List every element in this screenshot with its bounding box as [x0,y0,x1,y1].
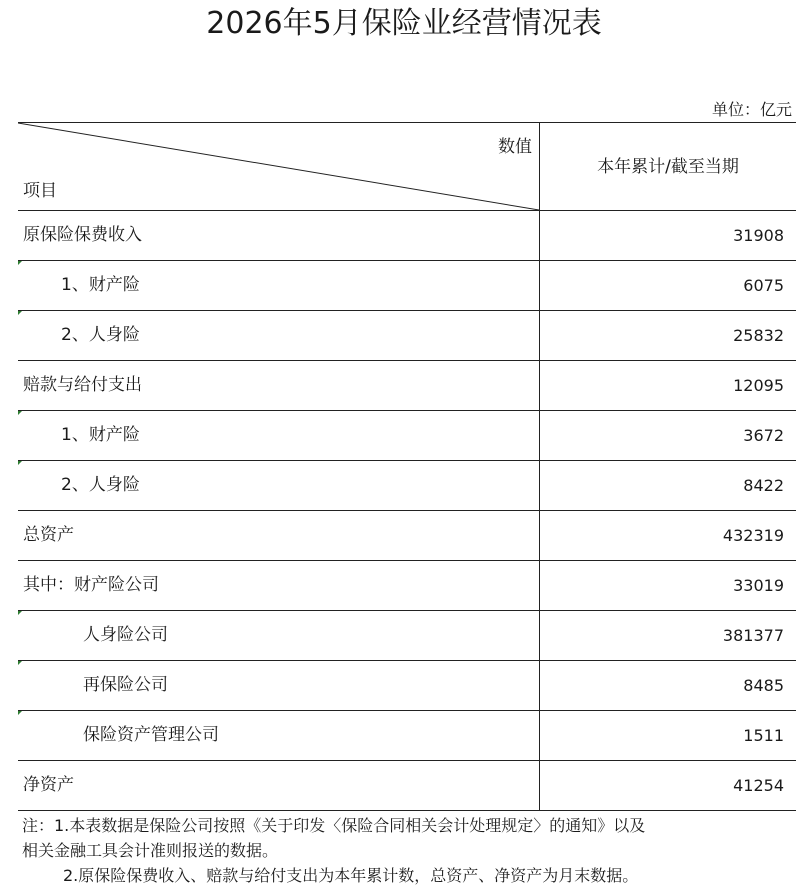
row-value: 1511 [743,726,784,745]
footnote-line-3: 2.原保险保费收入、赔款与给付支出为本年累计数，总资产、净资产为月末数据。 [63,866,639,885]
table-row [18,511,796,561]
row-label: 净资产 [23,775,74,795]
row-value: 8422 [743,476,784,495]
cell-marker-icon [18,661,22,665]
table-row [18,761,796,810]
footnote-line-2: 相关金融工具会计准则报送的数据。 [22,841,279,860]
header-value-label: 数值 [498,137,532,157]
header-diagonal [18,123,539,210]
table-row [18,561,796,611]
table-row [18,711,796,761]
data-table [18,122,796,811]
row-value: 25832 [733,326,784,345]
row-label: 1、财产险 [61,425,140,445]
table-row [18,661,796,711]
row-value: 33019 [733,576,784,595]
row-label: 保险资产管理公司 [83,725,219,745]
table-row [18,311,796,361]
row-label: 再保险公司 [83,675,168,695]
table-row [18,211,796,261]
table-body [18,211,796,810]
table-row [18,611,796,661]
row-value: 8485 [743,676,784,695]
footnote-line-1: 注：1.本表数据是保险公司按照《关于印发〈保险合同相关会计处理规定〉的通知》以及 [22,816,646,835]
row-value: 31908 [733,226,784,245]
cell-marker-icon [18,261,22,265]
footnotes [22,813,802,888]
row-label: 总资产 [23,525,74,545]
cell-marker-icon [18,411,22,415]
row-value: 12095 [733,376,784,395]
cell-marker-icon [18,461,22,465]
page-title: 2026年5月保险业经营情况表 [206,6,602,41]
cell-marker-icon [18,611,22,615]
cell-marker-icon [18,311,22,315]
unit-label: 单位：亿元 [711,100,792,119]
row-value: 41254 [733,776,784,795]
row-label: 2、人身险 [61,325,140,345]
row-value: 6075 [743,276,784,295]
row-label: 1、财产险 [61,275,140,295]
cell-marker-icon [18,711,22,715]
row-label: 2、人身险 [61,475,140,495]
row-value: 3672 [743,426,784,445]
row-value: 381377 [722,626,784,645]
table-row [18,461,796,511]
row-label: 赔款与给付支出 [23,375,142,395]
row-label: 人身险公司 [83,625,168,645]
table-header [18,123,796,211]
table-row [18,411,796,461]
row-label: 其中：财产险公司 [23,575,159,595]
header-item-label: 项目 [23,181,57,201]
row-label: 原保险保费收入 [23,225,142,245]
table-row [18,361,796,411]
row-value: 432319 [722,526,784,545]
table-row [18,261,796,311]
header-column-label: 本年累计/截至当期 [597,157,739,177]
